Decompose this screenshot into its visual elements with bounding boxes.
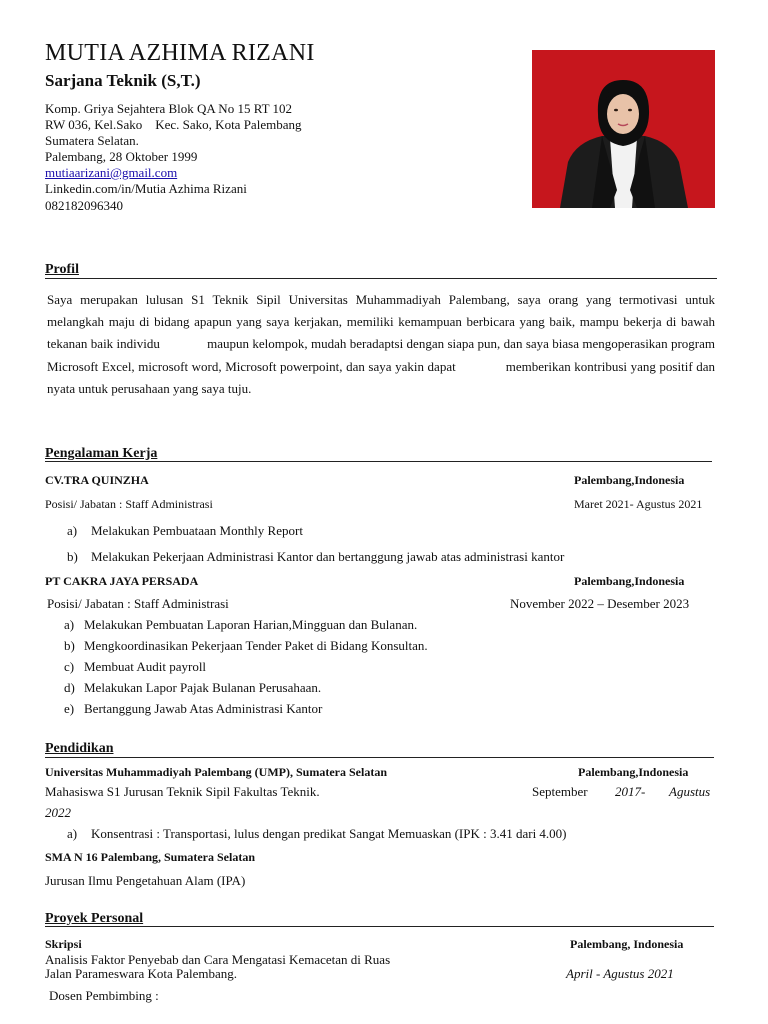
education-detail-item: a) Konsentrasi : Transportasi, lulus dengan predikat Sangat Memuaskan (IPK : 3.41 dari 4.00) [67, 826, 567, 841]
university-description: Mahasiswa S1 Jurusan Teknik Sipil Fakultas Teknik. [45, 784, 320, 799]
education-period-end-year: 2022 [45, 805, 71, 820]
job-company: CV.TRA QUINZHA [45, 473, 149, 487]
section-title-projects: Proyek Personal [45, 911, 144, 926]
project-location: Palembang, Indonesia [570, 937, 684, 951]
section-title-experience: Pengalaman Kerja [45, 446, 158, 461]
project-name: Skripsi [45, 937, 82, 951]
school-name: SMA N 16 Palembang, Sumatera Selatan [45, 850, 255, 864]
project-description-line-1: Analisis Faktor Penyebab dan Cara Mengatasi Kemacetan di Ruas [45, 952, 391, 967]
profile-summary: Saya merupakan lulusan S1 Teknik Sipil Universitas Muhammadiyah Palembang, saya orang yang termotivasi untuk melangkah maju di bidang apapun yang saya kerjakan, memiliki kemampuan berbicara yang baik, mampu bekerja di bawah tekanan baik individu maupun kelompok, mudah beradaptsi dengan siapa pun, dan saya biasa mengoperasikan program Microsoft Excel, microsoft word, Microsoft powerpoint, dan saya yakin dapat memberikan kontribusi yang positif dan nyata untuk perusahaan yang saya tuju. [47, 292, 719, 396]
university-location: Palembang,Indonesia [578, 765, 689, 779]
address-line-1: Komp. Griya Sejahtera Blok QA No 15 RT 102 [45, 101, 293, 116]
section-divider [45, 278, 717, 279]
email-link[interactable]: mutiaarizani@gmail.com [45, 165, 178, 180]
job-period: Maret 2021- Agustus 2021 [574, 497, 703, 511]
section-title-profile: Profil [45, 262, 79, 277]
address-line-3: Sumatera Selatan. [45, 133, 139, 148]
job-location: Palembang,Indonesia [574, 473, 685, 487]
education-period-month: September [532, 784, 588, 799]
degree-title: Sarjana Teknik (S,T.) [45, 71, 201, 90]
person-portrait-icon [532, 50, 715, 208]
job-task-item: e) Bertanggung Jawab Atas Administrasi Kantor [64, 701, 323, 716]
section-divider [45, 926, 714, 927]
job-period: November 2022 – Desember 2023 [510, 596, 690, 611]
project-description-line-2: Jalan Parameswara Kota Palembang. [45, 966, 238, 981]
email-row [45, 165, 177, 181]
project-period: April - Agustus 2021 [566, 966, 674, 981]
section-divider [45, 461, 712, 462]
school-description: Jurusan Ilmu Pengetahuan Alam (IPA) [45, 873, 246, 888]
job-position: Posisi/ Jabatan : Staff Administrasi [47, 596, 229, 611]
address-line-2: RW 036, Kel.Sako Kec. Sako, Kota Palembang [45, 117, 302, 132]
candidate-name: MUTIA AZHIMA RIZANI [45, 40, 315, 66]
job-task-item: b) Mengkoordinasikan Pekerjaan Tender Paket di Bidang Konsultan. [64, 638, 428, 653]
job-task-item: d) Melakukan Lapor Pajak Bulanan Perusahaan. [64, 680, 322, 695]
job-task-item: a) Melakukan Pembuatan Laporan Harian,Mingguan dan Bulanan. [64, 617, 418, 632]
phone-number: 082182096340 [45, 198, 123, 213]
job-task-item: a) Melakukan Pembuataan Monthly Report [67, 523, 303, 538]
job-position: Posisi/ Jabatan : Staff Administrasi [45, 497, 213, 511]
birth-info: Palembang, 28 Oktober 1999 [45, 149, 198, 164]
job-location: Palembang,Indonesia [574, 574, 685, 588]
linkedin-text: Linkedin.com/in/Mutia Azhima Rizani [45, 181, 247, 196]
education-period-start: 2017- [615, 784, 646, 799]
section-divider [45, 757, 714, 758]
job-company: PT CAKRA JAYA PERSADA [45, 574, 199, 588]
university-name: Universitas Muhammadiyah Palembang (UMP), Sumatera Selatan [45, 765, 387, 779]
section-title-education: Pendidikan [45, 741, 114, 756]
profile-photo [532, 50, 715, 208]
job-task-item: c) Membuat Audit payroll [64, 659, 207, 674]
job-task-item: b) Melakukan Pekerjaan Administrasi Kantor dan bertanggung jawab atas administrasi kantor [67, 549, 565, 564]
education-period-end-month: Agustus [669, 784, 711, 799]
project-advisor-label: Dosen Pembimbing : [49, 988, 159, 1003]
